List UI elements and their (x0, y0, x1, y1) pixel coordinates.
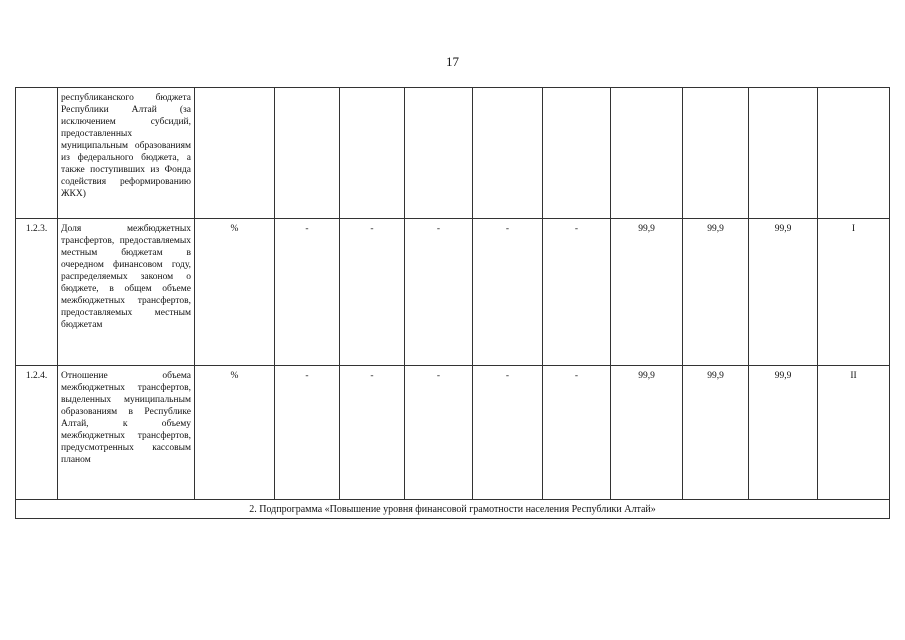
value-cell: 99,9 (683, 366, 749, 500)
value-cell: - (473, 219, 543, 366)
value-cell: - (405, 219, 473, 366)
indicator-name: Доля межбюджетных трансфертов, предоставляемых местным бюджетам в очередном финансовом году, распределяемых законом о бюджете, в общем объеме межбюджетных трансфертов, предоставляемых местным бюджетам (58, 219, 195, 366)
unit-cell: % (195, 366, 275, 500)
value-cell (611, 88, 683, 219)
value-cell: - (275, 366, 340, 500)
subprogram-row (16, 500, 890, 519)
value-cell: - (473, 366, 543, 500)
value-cell (473, 88, 543, 219)
row-number (16, 88, 58, 219)
unit-cell: % (195, 219, 275, 366)
value-cell (683, 88, 749, 219)
row-number: 1.2.3. (16, 219, 58, 366)
table-row (16, 366, 890, 500)
value-cell: 99,9 (611, 366, 683, 500)
value-cell (340, 88, 405, 219)
table-row (16, 88, 890, 219)
value-cell (749, 88, 818, 219)
value-cell (275, 88, 340, 219)
last-cell: I (818, 219, 890, 366)
page-number: 17 (446, 54, 459, 69)
indicator-name: Отношение объема межбюджетных трансфертов, выделенных муниципальным образованиям в Республике Алтай, к объему межбюджетных трансфертов, предусмотренных кассовым планом (58, 366, 195, 500)
table-row (16, 219, 890, 366)
last-cell (818, 88, 890, 219)
value-cell: - (543, 219, 611, 366)
value-cell: 99,9 (749, 219, 818, 366)
unit-cell (195, 88, 275, 219)
value-cell: 99,9 (611, 219, 683, 366)
value-cell: - (340, 366, 405, 500)
value-cell: 99,9 (749, 366, 818, 500)
value-cell (543, 88, 611, 219)
value-cell: 99,9 (683, 219, 749, 366)
value-cell: - (340, 219, 405, 366)
subprogram-title: 2. Подпрограмма «Повышение уровня финансовой грамотности населения Республики Алтай» (16, 500, 890, 519)
indicator-name: республиканского бюджета Республики Алтай (за исключением субсидий, предоставленных муниципальным образованиям из федерального бюджета, а также поступивших из Фонда содействия реформированию ЖКХ) (58, 88, 195, 219)
value-cell: - (543, 366, 611, 500)
value-cell (405, 88, 473, 219)
value-cell: - (275, 219, 340, 366)
indicators-table (15, 87, 890, 519)
value-cell: - (405, 366, 473, 500)
row-number: 1.2.4. (16, 366, 58, 500)
last-cell: II (818, 366, 890, 500)
